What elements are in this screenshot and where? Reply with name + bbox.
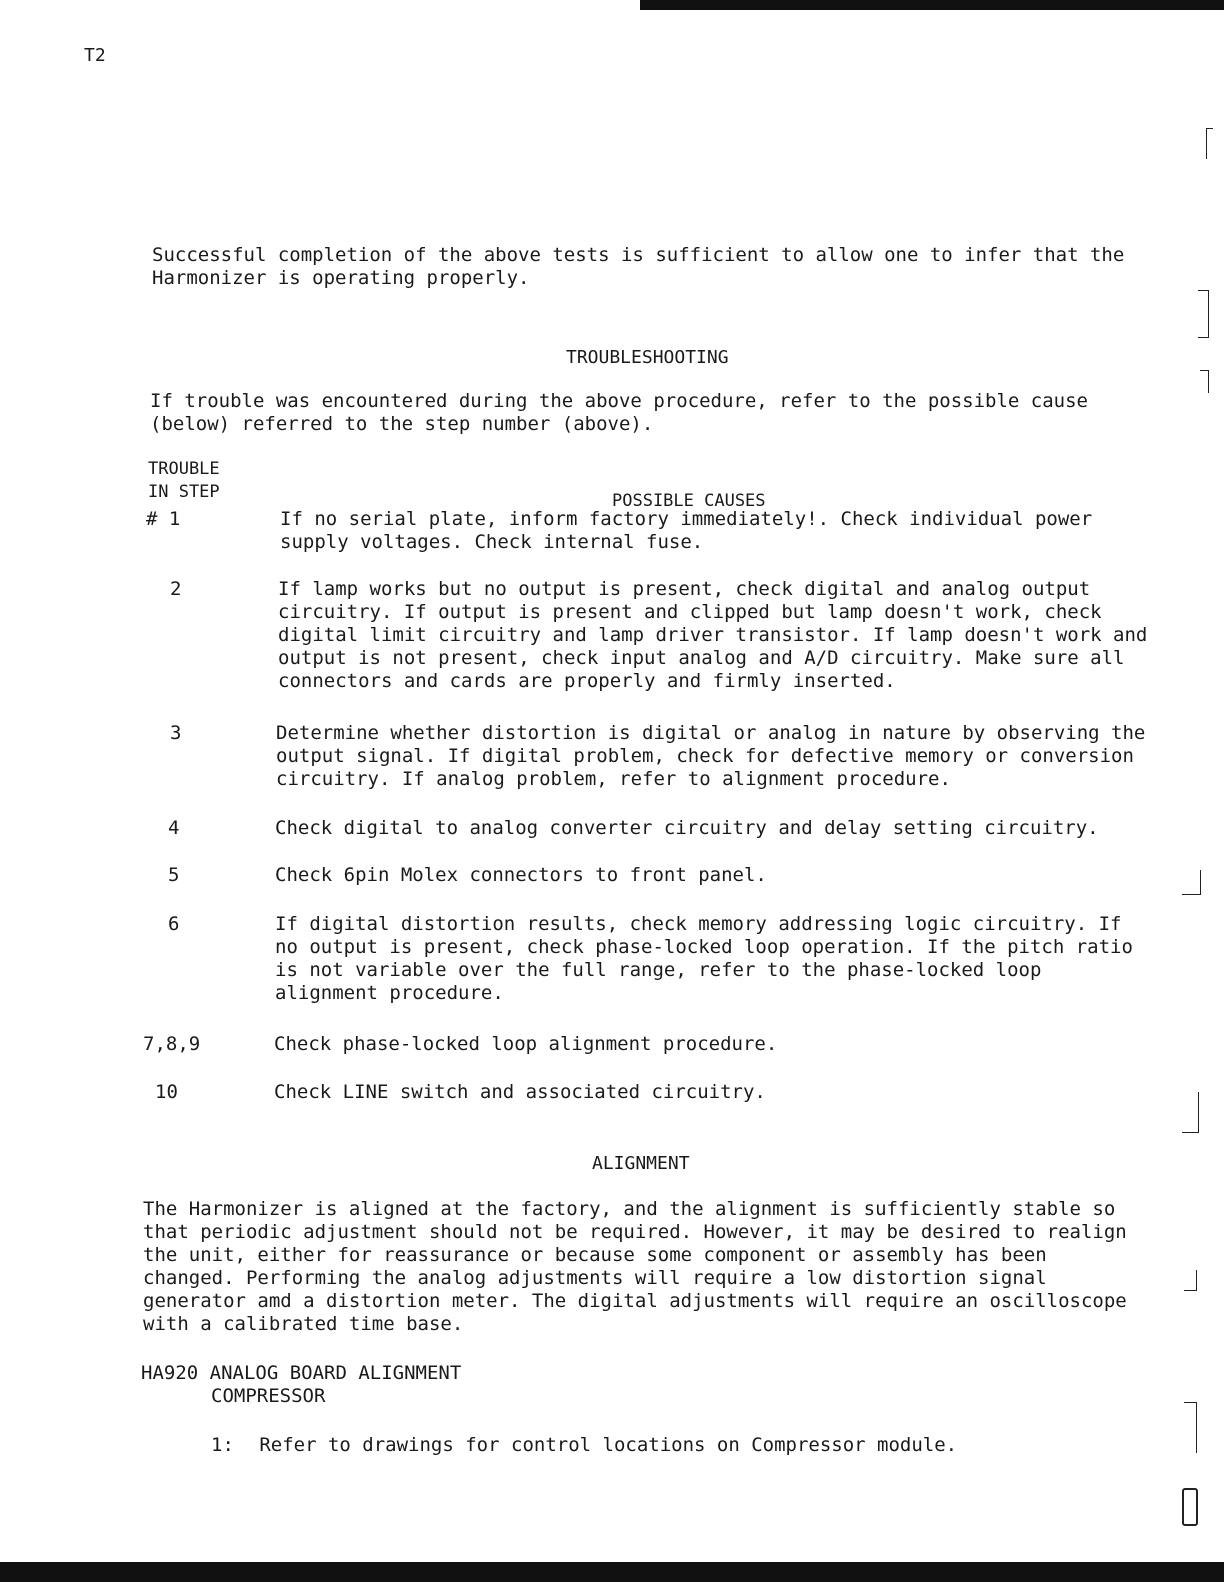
margin-bracket-mark bbox=[1182, 1092, 1199, 1133]
alignment-heading: ALIGNMENT bbox=[592, 1153, 690, 1174]
margin-bracket-mark bbox=[1182, 870, 1201, 895]
margin-bracket-mark bbox=[1198, 290, 1209, 338]
troubleshooting-heading: TROUBLESHOOTING bbox=[566, 347, 729, 368]
margin-bracket-mark bbox=[1184, 1402, 1197, 1453]
trouble-column-header bbox=[148, 458, 220, 504]
trouble-step-number: 4 bbox=[168, 817, 180, 839]
intro-paragraph: Successful completion of the above tests is sufficient to allow one to infer that the Harmonizer is operating properly. bbox=[152, 244, 1125, 289]
trouble-cause-text: If lamp works but no output is present, check digital and analog output circuitry. If output is present and clipped but lamp doesn't work, check digital limit circuitry and lamp driver transistor. If lamp doesn't work and output is not present, check input analog and A/D circuitry. Make sure all connectors and cards are properly and firmly inserted. bbox=[278, 578, 1148, 692]
margin-bracket-mark bbox=[1206, 128, 1213, 159]
trouble-step-number: # 1 bbox=[146, 508, 181, 530]
trouble-cause-text: Check phase-locked loop alignment procedure. bbox=[274, 1033, 778, 1055]
trouble-header-line2: IN STEP bbox=[148, 482, 220, 502]
trouble-cause-text: Check digital to analog converter circuitry and delay setting circuitry. bbox=[275, 817, 1099, 839]
alignment-step-text: Refer to drawings for control locations on Compressor module. bbox=[259, 1434, 958, 1456]
troubleshooting-intro: If trouble was encountered during the above procedure, refer to the possible cause (below) referred to the step number (above). bbox=[150, 390, 1088, 435]
trouble-step-number: 2 bbox=[170, 578, 182, 600]
scan-bottom-edge bbox=[0, 1562, 1224, 1582]
trouble-cause-text: If no serial plate, inform factory immediately!. Check individual power supply voltages. Check internal fuse. bbox=[280, 508, 1093, 553]
trouble-step-number: 3 bbox=[170, 722, 182, 744]
trouble-header-line1: TROUBLE bbox=[148, 459, 220, 479]
trouble-cause-text: Check LINE switch and associated circuitry. bbox=[274, 1081, 766, 1103]
trouble-step-number: 6 bbox=[168, 913, 180, 935]
subheading-board: HA920 ANALOG BOARD ALIGNMENT bbox=[141, 1362, 462, 1384]
trouble-cause-text: Determine whether distortion is digital or analog in nature by observing the output signal. If digital problem, check for defective memory or conversion circuitry. If analog problem, refer to alignment procedure. bbox=[276, 722, 1146, 790]
possible-causes-header: POSSIBLE CAUSES bbox=[612, 491, 766, 511]
trouble-cause-text: If digital distortion results, check memory addressing logic circuitry. If no output is present, check phase-locked loop operation. If the pitch ratio is not variable over the full range, refer to the phase-locked loop alignment procedure. bbox=[275, 913, 1133, 1004]
margin-bracket-mark bbox=[1184, 1270, 1197, 1291]
trouble-step-number: 5 bbox=[168, 864, 180, 886]
trouble-cause-text: Check 6pin Molex connectors to front panel. bbox=[275, 864, 767, 886]
alignment-step-number: 1: bbox=[211, 1434, 234, 1456]
trouble-step-number: 7,8,9 bbox=[143, 1033, 201, 1055]
trouble-step-number: 10 bbox=[155, 1081, 178, 1103]
margin-bracket-mark bbox=[1182, 1488, 1198, 1526]
subheading-compressor: COMPRESSOR bbox=[211, 1385, 326, 1407]
scan-top-edge bbox=[640, 0, 1224, 10]
alignment-step bbox=[211, 1434, 957, 1457]
alignment-paragraph: The Harmonizer is aligned at the factory, and the alignment is sufficiently stable so that periodic adjustment should not be required. However, it may be desired to realign the unit, either for reassurance or because some component or assembly has been changed. Performing the analog adjustments will require a low distortion signal generator amd a distortion meter. The digital adjustments will require an oscilloscope with a calibrated time base. bbox=[143, 1198, 1127, 1335]
margin-bracket-mark bbox=[1200, 370, 1209, 393]
page-number: T2 bbox=[84, 45, 106, 66]
analog-board-subheading bbox=[141, 1362, 461, 1408]
